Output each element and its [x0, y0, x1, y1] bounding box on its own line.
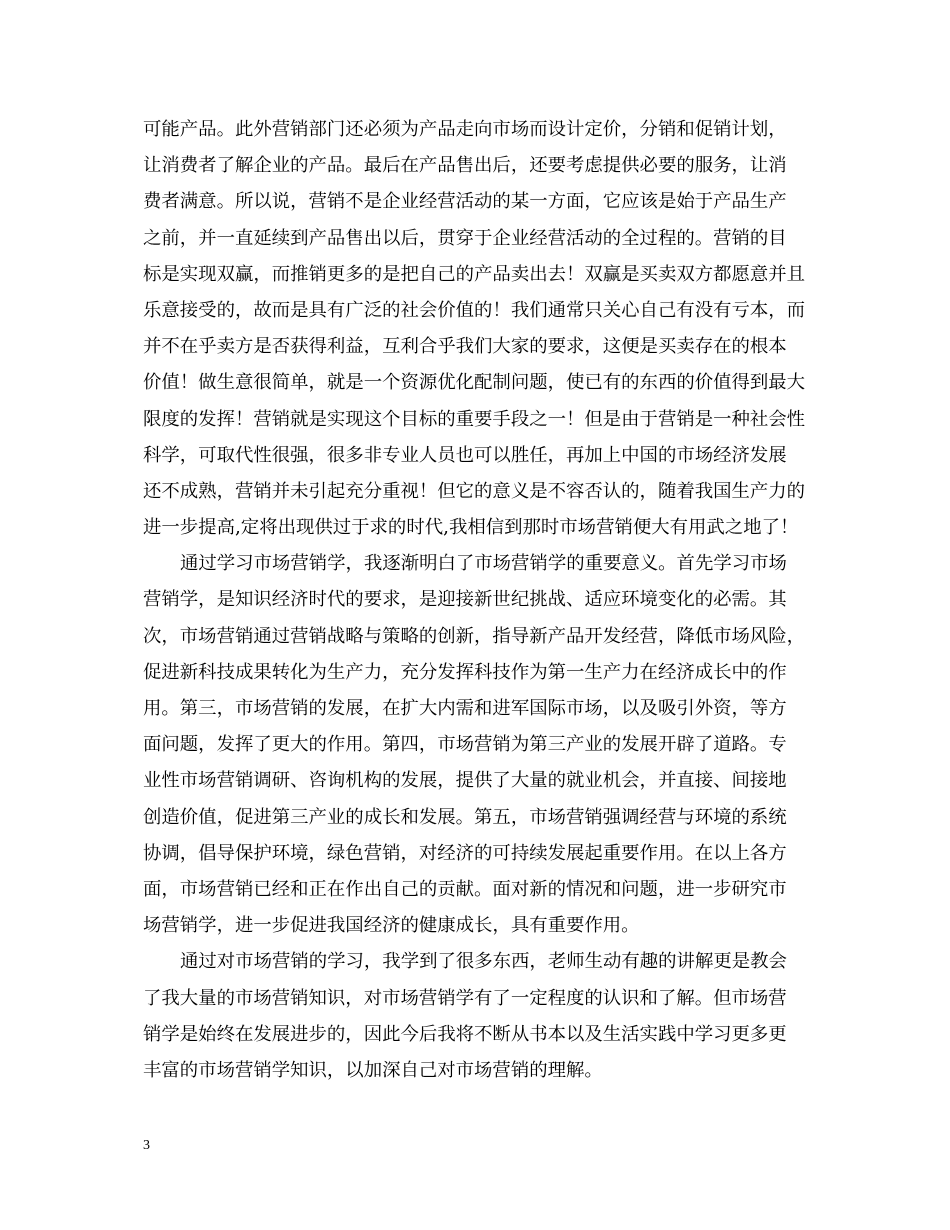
text-line: 场营销学，进一步促进我国经济的健康成长，具有重要作用。 [143, 915, 640, 937]
text-line: 促进新科技成果转化为生产力，充分发挥科技作为第一生产力在经济成长中的作 [143, 661, 787, 683]
text-line: 销学是始终在发展进步的，因此今后我将不断从书本以及生活实践中学习更多更 [143, 1023, 787, 1045]
text-line: 通过对市场营销的学习，我学到了很多东西，老师生动有趣的讲解更是教会 [180, 951, 787, 973]
text-line: 乐意接受的，故而是具有广泛的社会价值的！我们通常只关心自己有没有亏本，而 [143, 299, 806, 321]
text-line: 营销学，是知识经济时代的要求，是迎接新世纪挑战、适应环境变化的必需。其 [143, 589, 787, 611]
text-line: 标是实现双赢，而推销更多的是把自己的产品卖出去！双赢是买卖双方都愿意并且 [143, 263, 806, 285]
text-line: 可能产品。此外营销部门还必须为产品走向市场而设计定价，分销和促销计划， [143, 119, 787, 140]
text-line: 让消费者了解企业的产品。最后在产品售出后，还要考虑提供必要的服务，让消 [143, 155, 787, 177]
text-line: 进一步提高,定将出现供过于求的时代,我相信到那时市场营销便大有用武之地了！ [143, 517, 799, 539]
text-line: 之前，并一直延续到产品售出以后，贯穿于企业经营活动的全过程的。营销的目 [143, 227, 787, 249]
paragraph-marketing-definition [143, 112, 823, 546]
text-line: 了我大量的市场营销知识，对市场营销学有了一定程度的认识和了解。但市场营 [143, 987, 787, 1009]
paragraph-conclusion [143, 944, 823, 1089]
text-line: 面问题，发挥了更大的作用。第四，市场营销为第三产业的发展开辟了道路。专 [143, 734, 787, 756]
text-line: 创造价值，促进第三产业的成长和发展。第五，市场营销强调经营与环境的系统 [143, 806, 787, 828]
document-body [143, 112, 823, 1089]
paragraph-significance [143, 546, 823, 944]
text-line: 业性市场营销调研、咨询机构的发展，提供了大量的就业机会，并直接、间接地 [143, 770, 787, 792]
text-line: 并不在乎卖方是否获得利益，互利合乎我们大家的要求，这便是买卖存在的根本 [143, 336, 787, 358]
text-line: 限度的发挥！营销就是实现这个目标的重要手段之一！但是由于营销是一种社会性 [143, 408, 806, 430]
page-number: 3 [143, 1138, 150, 1153]
text-line: 次，市场营销通过营销战略与策略的创新，指导新产品开发经营，降低市场风险， [143, 625, 806, 647]
text-line: 科学，可取代性很强，很多非专业人员也可以胜任，再加上中国的市场经济发展 [143, 444, 787, 466]
text-line: 还不成熟，营销并未引起充分重视！但它的意义是不容否认的，随着我国生产力的 [143, 480, 806, 502]
text-line: 通过学习市场营销学，我逐渐明白了市场营销学的重要意义。首先学习市场 [180, 553, 787, 575]
text-line: 价值！做生意很简单，就是一个资源优化配制问题，使已有的东西的价值得到最大 [143, 372, 806, 394]
text-line: 丰富的市场营销学知识，以加深自己对市场营销的理解。 [143, 1059, 603, 1081]
text-line: 用。第三，市场营销的发展，在扩大内需和进军国际市场，以及吸引外资，等方 [143, 698, 787, 719]
text-line: 费者满意。所以说，营销不是企业经营活动的某一方面，它应该是始于产品生产 [143, 191, 787, 213]
text-line: 面，市场营销已经和正在作出自己的贡献。面对新的情况和问题，进一步研究市 [143, 878, 787, 900]
text-line: 协调，倡导保护环境，绿色营销，对经济的可持续发展起重要作用。在以上各方 [143, 842, 787, 864]
